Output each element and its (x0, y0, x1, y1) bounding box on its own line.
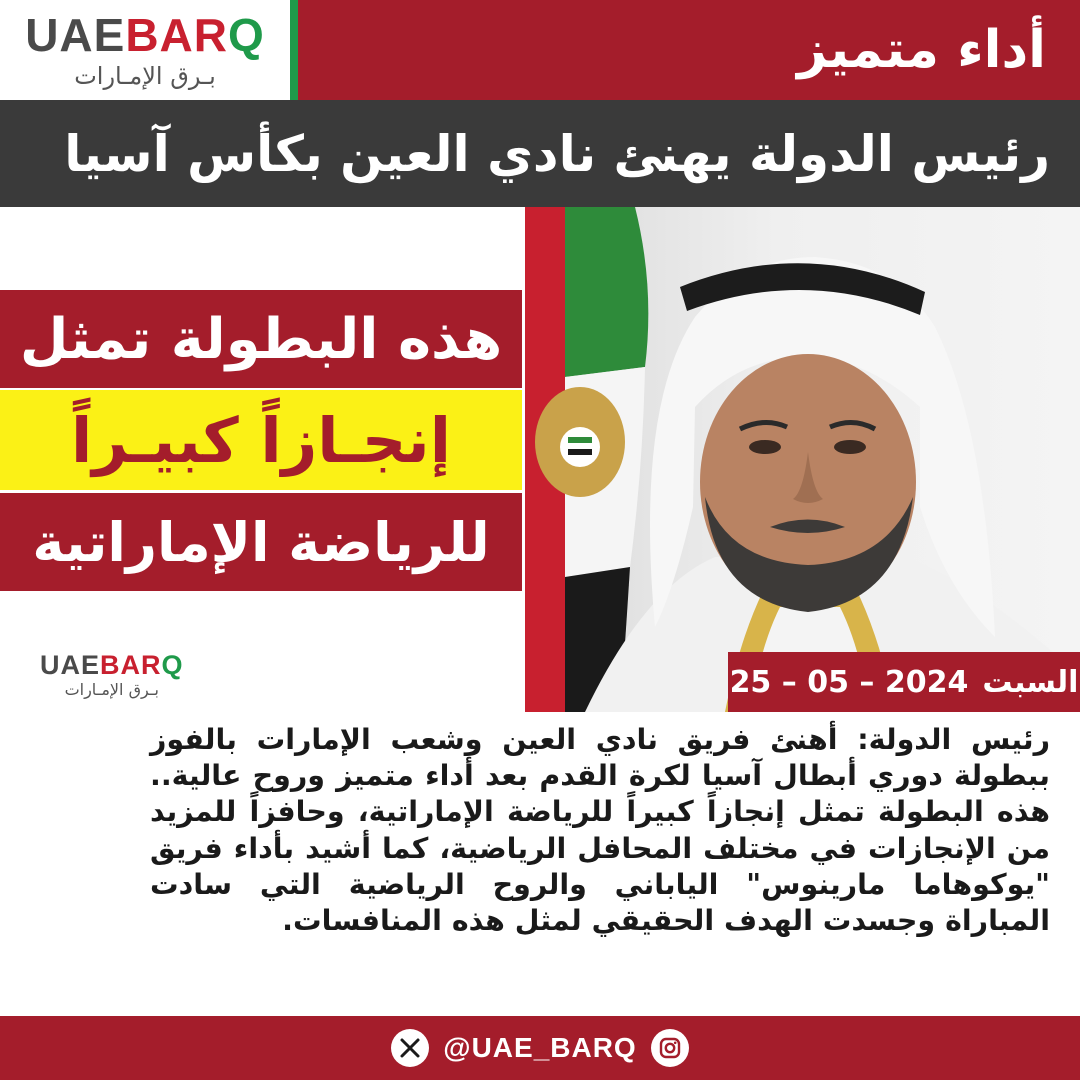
quote-line-3: للرياضة الإماراتية (0, 493, 522, 591)
portrait-photo (525, 207, 1080, 712)
x-icon[interactable] (391, 1029, 429, 1067)
headline: رئيس الدولة يهنئ نادي العين بكأس آسيا (64, 124, 1050, 183)
brand-logo (0, 0, 290, 100)
footer (0, 1016, 1080, 1080)
article-body: رئيس الدولة: أهنئ فريق نادي العين وشعب الإمارات بالفوز ببطولة دوري أبطال آسيا لكرة القدم بعد أداء متميز وروح عالية.. هذه البطولة تمثل إنجازاً كبيراً للرياضة الإماراتية، وحافزاً للمزيد من الإنجازات في مختلف المحافل الرياضية، كما أشيد بأداء فريق "يوكوهاما مارينوس" الياباني والروح الرياضية التي سادت المباراة وجسدت الهدف الحقيقي لمثل هذه المنافسات. (150, 723, 1050, 937)
portrait-illustration (525, 207, 1080, 712)
quote-line-1: هذه البطولة تمثل (0, 290, 522, 388)
social-handle[interactable]: @UAE_BARQ (443, 1032, 637, 1063)
date-badge (728, 652, 1080, 712)
tagline-bar (298, 0, 1080, 100)
instagram-icon[interactable] (651, 1029, 689, 1067)
watermark-arabic: بـرق الإمـارات (64, 680, 159, 699)
watermark-wordmark: UAEBARQ (40, 650, 184, 680)
quote-line-2: إنجـازاً كبيـراً (0, 390, 522, 490)
logo-arabic: بـرق الإمـارات (74, 62, 216, 90)
date-value: 25 – 05 – 2024 (729, 664, 969, 700)
flag-green-strip (290, 0, 298, 100)
watermark-logo (40, 652, 184, 698)
date-day: السبت (982, 664, 1079, 700)
headline-bar (0, 100, 1080, 207)
tagline: أداء متميز (797, 20, 1046, 80)
logo-wordmark: UAEBARQ (25, 9, 265, 61)
